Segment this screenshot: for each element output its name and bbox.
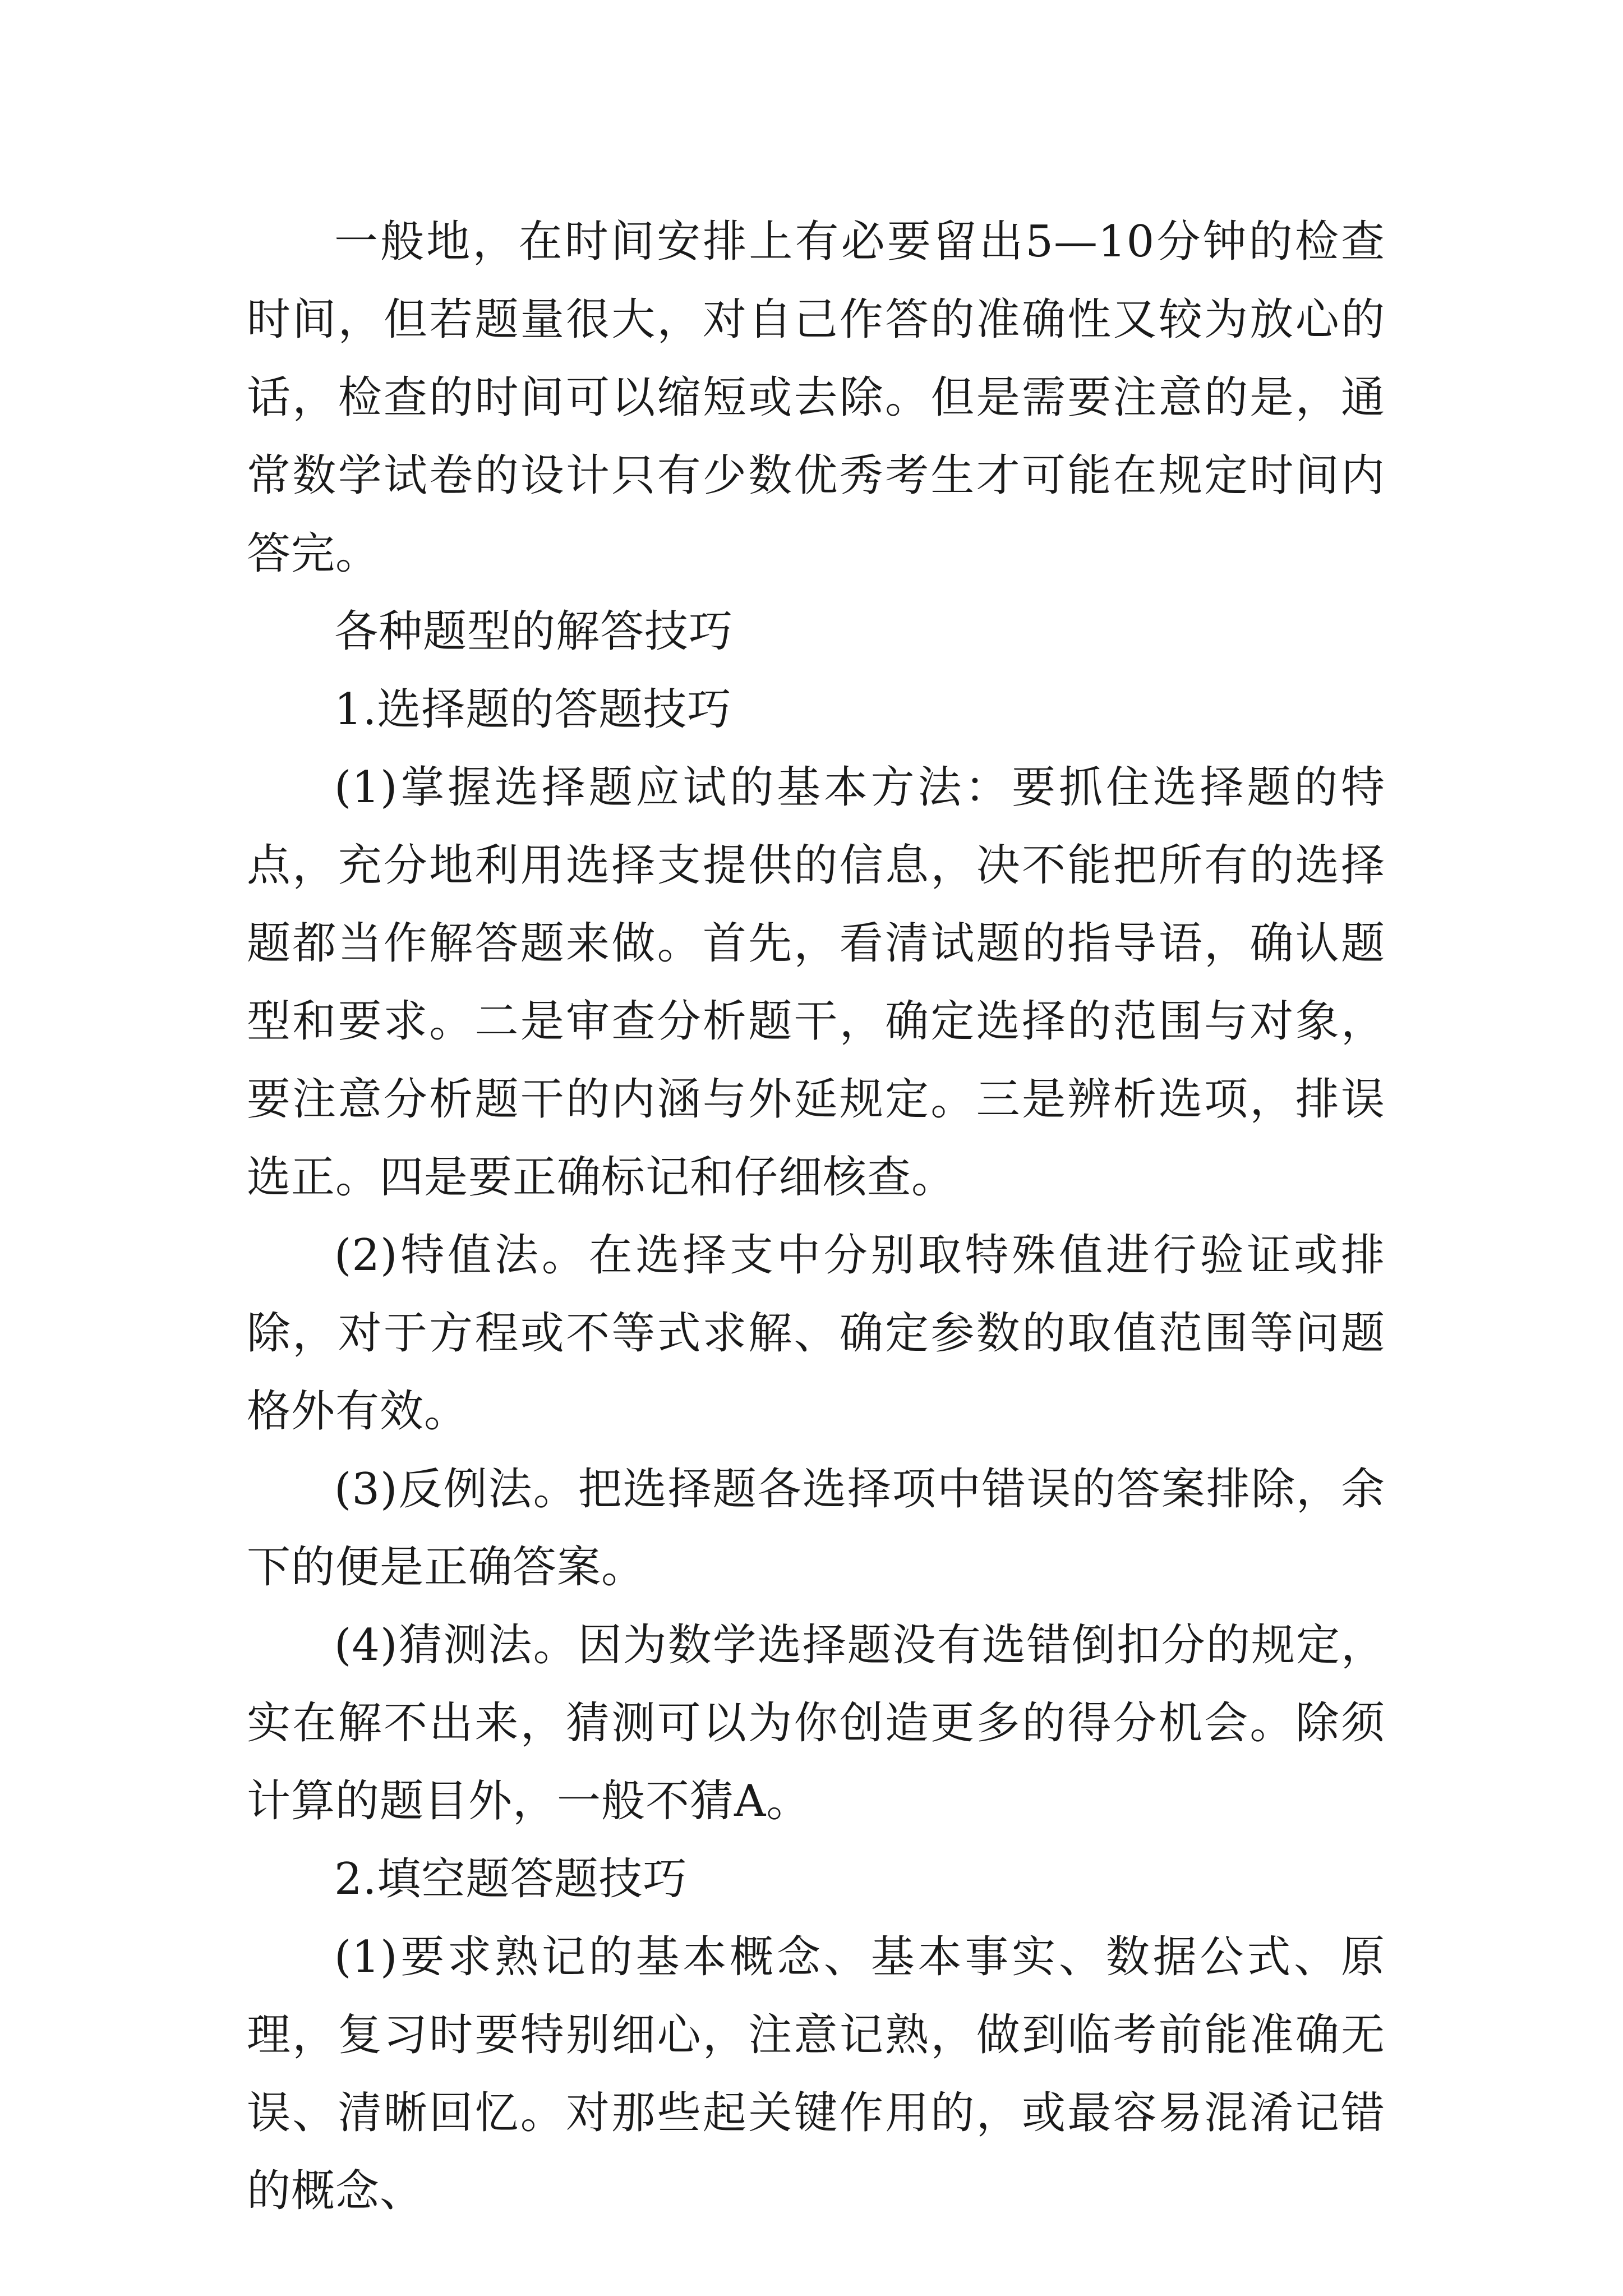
section-heading-answering-skills: 各种题型的解答技巧 bbox=[334, 606, 734, 657]
subheading-fill-in-blank: 2.填空题答题技巧 bbox=[334, 1854, 688, 1904]
paragraph-basic-method: (1)掌握选择题应试的基本方法：要抓住选择题的特点，充分地利用选择支提供的信息，决不能把所有的选择题都当作解答题来做。首先，看清试题的指导语，确认题型和要求。二是审查分析题干，确定选择的范围与对象，要注意分析题干的内涵与外延规定。三是辨析选项，排误选正。四是要正确标记和仔细核查。 bbox=[247, 762, 1385, 1203]
document-body bbox=[247, 203, 1385, 2230]
paragraph-special-value-method: (2)特值法。在选择支中分别取特殊值进行验证或排除，对于方程或不等式求解、确定参数的取值范围等问题格外有效。 bbox=[247, 1230, 1385, 1437]
paragraph-guess-method: (4)猜测法。因为数学选择题没有选错倒扣分的规定，实在解不出来，猜测可以为你创造更多的得分机会。除须计算的题目外，一般不猜A。 bbox=[247, 1620, 1385, 1826]
subheading-multiple-choice: 1.选择题的答题技巧 bbox=[334, 684, 732, 735]
paragraph-time-arrangement: 一般地，在时间安排上有必要留出5—10分钟的检查时间，但若题量很大，对自己作答的准确性又较为放心的话，检查的时间可以缩短或去除。但是需要注意的是，通常数学试卷的设计只有少数优秀考生才可能在规定时间内答完。 bbox=[247, 217, 1385, 579]
paragraph-memorize-concepts: (1)要求熟记的基本概念、基本事实、数据公式、原理，复习时要特别细心，注意记熟，做到临考前能准确无误、清晰回忆。对那些起关键作用的，或最容易混淆记错的概念、 bbox=[247, 1932, 1385, 2216]
paragraph-counterexample-method: (3)反例法。把选择题各选择项中错误的答案排除，余下的便是正确答案。 bbox=[247, 1464, 1385, 1593]
